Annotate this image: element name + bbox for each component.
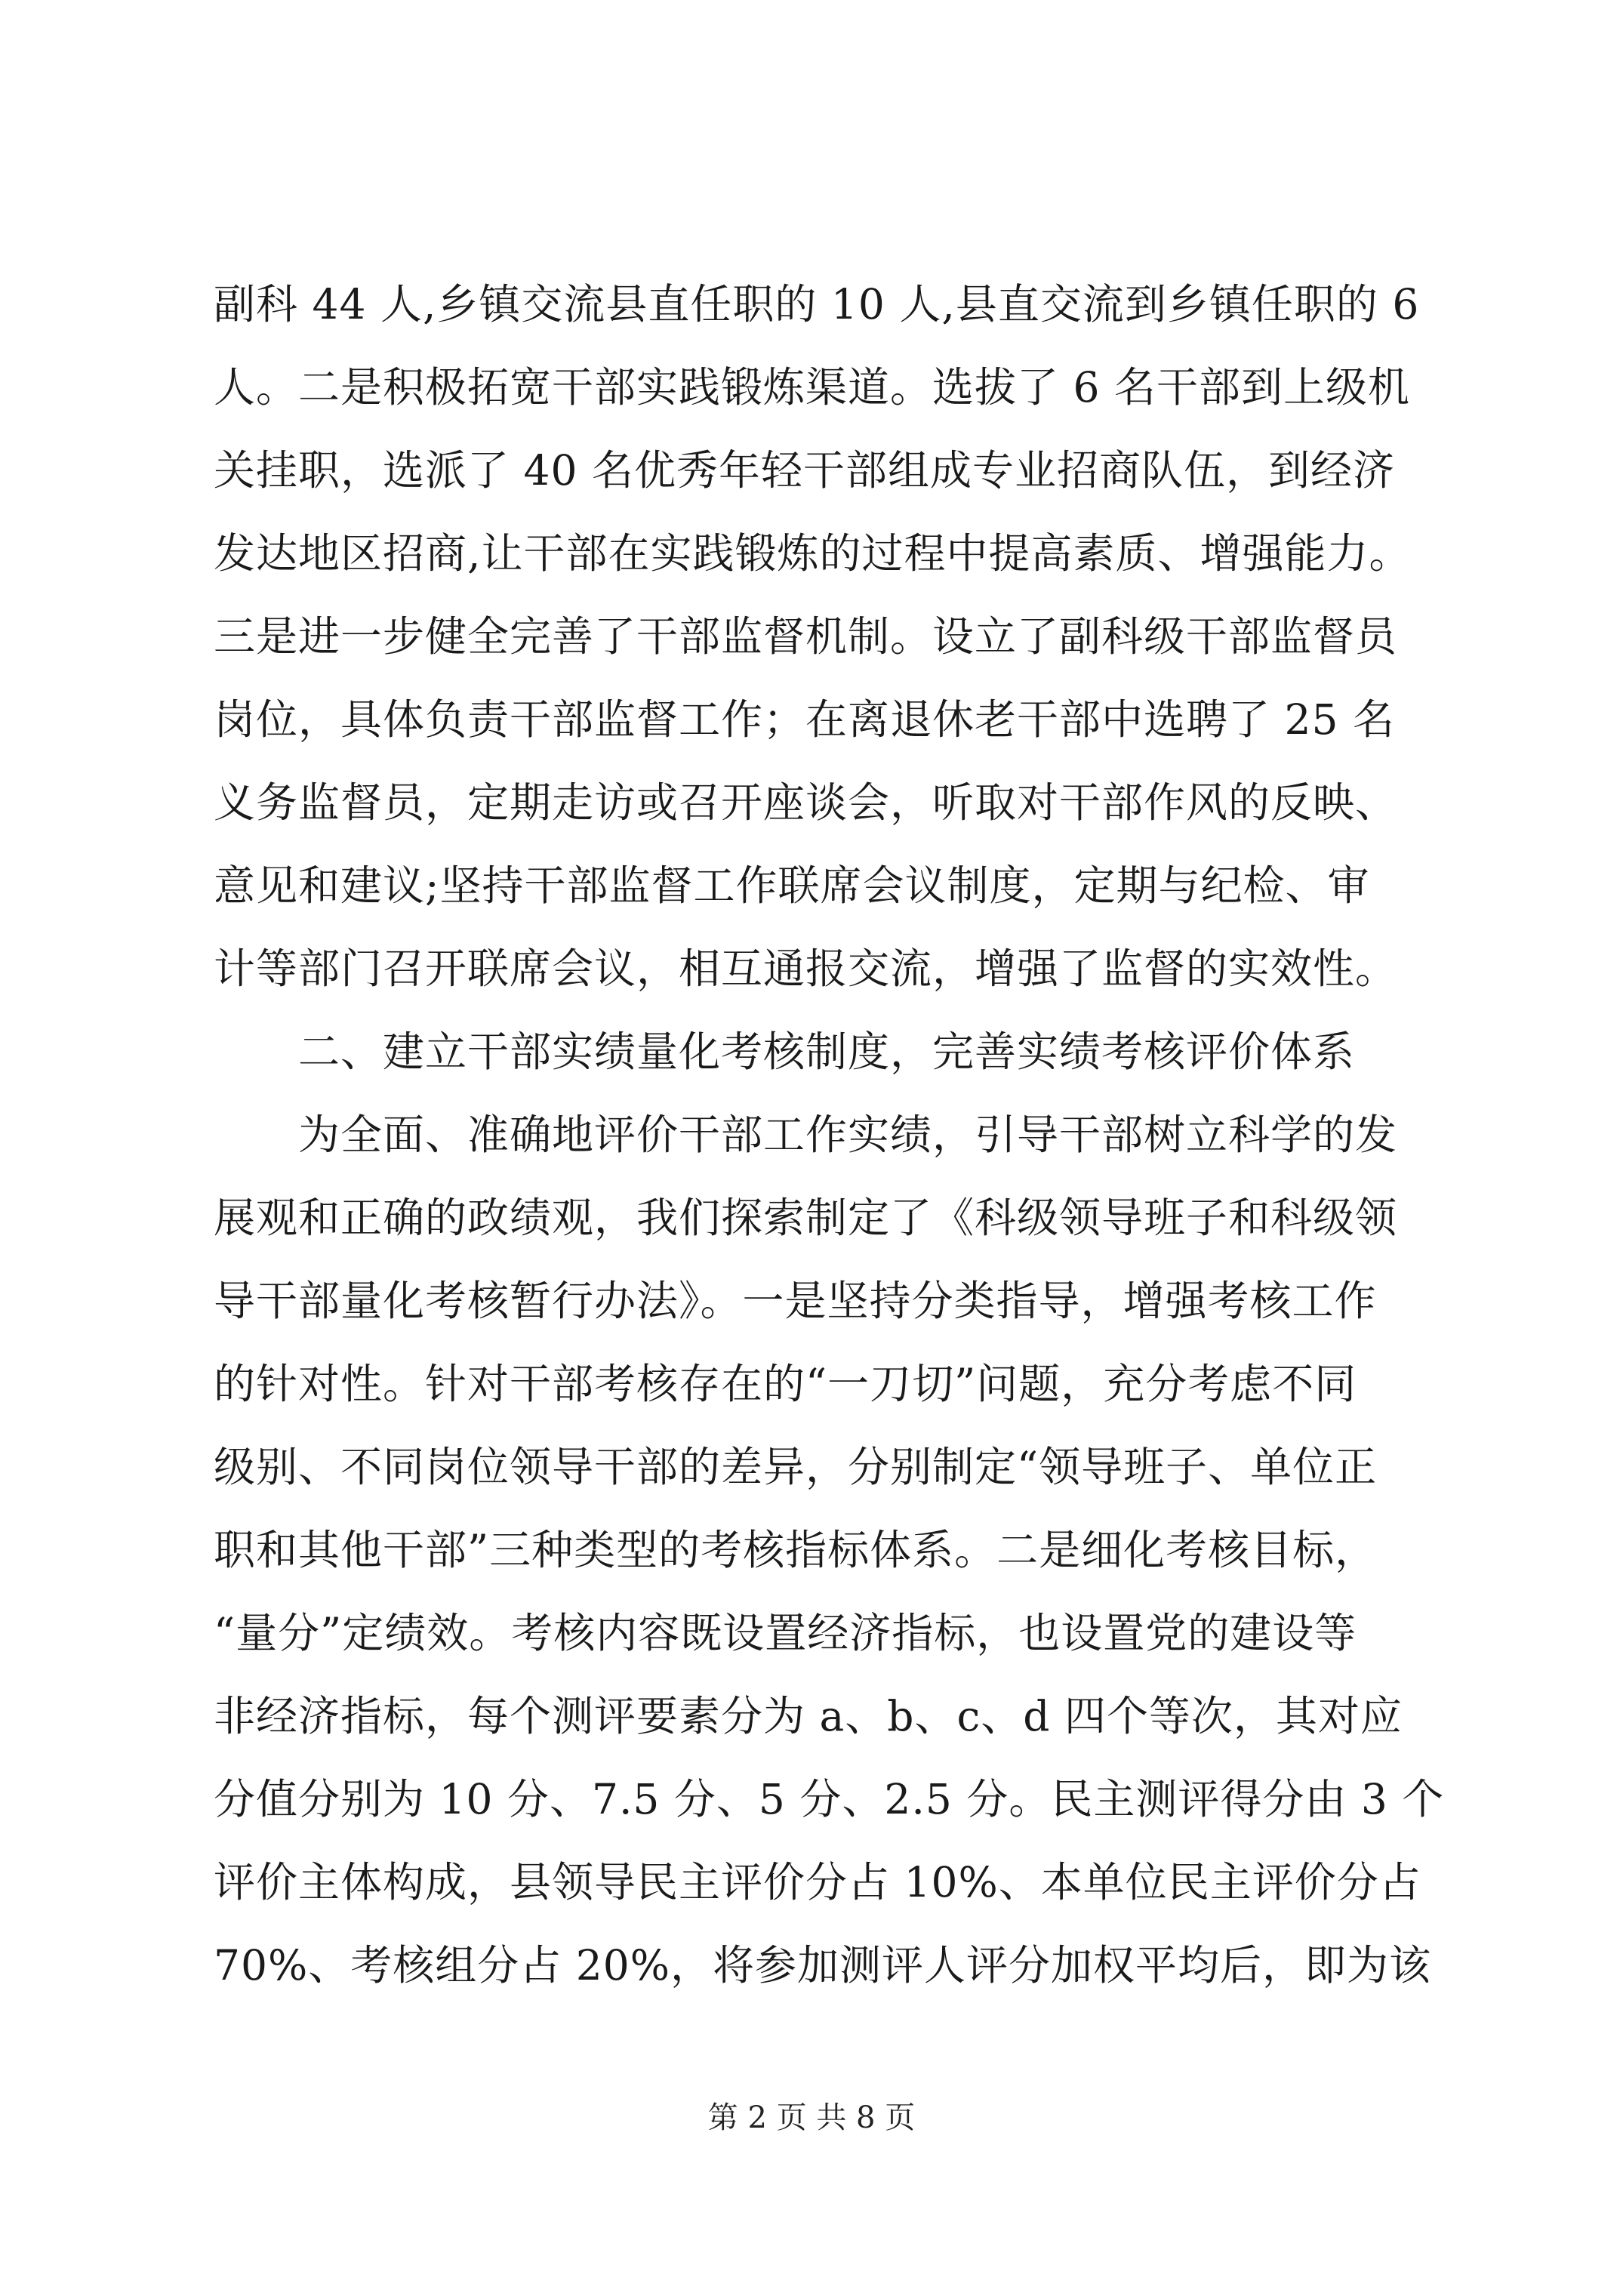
text-line: 岗位，具体负责干部监督工作；在离退休老干部中选聘了 25 名: [214, 695, 1395, 744]
text-line: 为全面、准确地评价干部工作实绩，引导干部树立科学的发: [214, 1111, 1398, 1159]
text-line: 三是进一步健全完善了干部监督机制。设立了副科级干部监督员: [214, 612, 1398, 661]
text-line: 导干部量化考核暂行办法》。一是坚持分类指导，增强考核工作: [214, 1277, 1377, 1325]
text-line: 70%、考核组分占 20%，将参加测评人评分加权平均后，即为该: [214, 1941, 1431, 1989]
text-line: 展观和正确的政绩观，我们探索制定了《科级领导班子和科级领: [214, 1194, 1398, 1242]
text-line: “量分”定绩效。考核内容既设置经济指标，也设置党的建设等: [214, 1609, 1357, 1657]
text-line: 关挂职，选派了 40 名优秀年轻干部组成专业招商队伍，到经济: [214, 446, 1395, 495]
text-line: 级别、不同岗位领导干部的差异，分别制定“领导班子、单位正: [214, 1443, 1378, 1491]
text-line: 职和其他干部”三种类型的考核指标体系。二是细化考核目标，: [214, 1526, 1378, 1574]
text-line: 义务监督员，定期走访或召开座谈会，听取对干部作风的反映、: [214, 778, 1398, 827]
text-line: 发达地区招商,让干部在实践锻炼的过程中提高素质、增强能力。: [214, 529, 1412, 578]
text-line: 评价主体构成，县领导民主评价分占 10%、本单位民主评价分占: [214, 1858, 1421, 1906]
text-line: 人。二是积极拓宽干部实践锻炼渠道。选拔了 6 名干部到上级机: [214, 363, 1410, 411]
text-line: 意见和建议;坚持干部监督工作联席会议制度，定期与纪检、审: [214, 861, 1370, 910]
text-line: 副科 44 人,乡镇交流县直任职的 10 人,县直交流到乡镇任职的 6: [214, 280, 1420, 328]
text-line: 分值分别为 10 分、7.5 分、5 分、2.5 分。民主测评得分由 3 个: [214, 1775, 1445, 1823]
section-heading: 二、建立干部实绩量化考核制度，完善实绩考核评价体系: [214, 1028, 1356, 1076]
page-number: 第 2 页 共 8 页: [707, 2100, 916, 2135]
text-line: 非经济指标，每个测评要素分为 a、b、c、d 四个等次，其对应: [214, 1692, 1403, 1740]
text-line: 计等部门召开联席会议，相互通报交流，增强了监督的实效性。: [214, 945, 1398, 993]
text-line: 的针对性。针对干部考核存在的“一刀切”问题，充分考虑不同: [214, 1360, 1357, 1408]
